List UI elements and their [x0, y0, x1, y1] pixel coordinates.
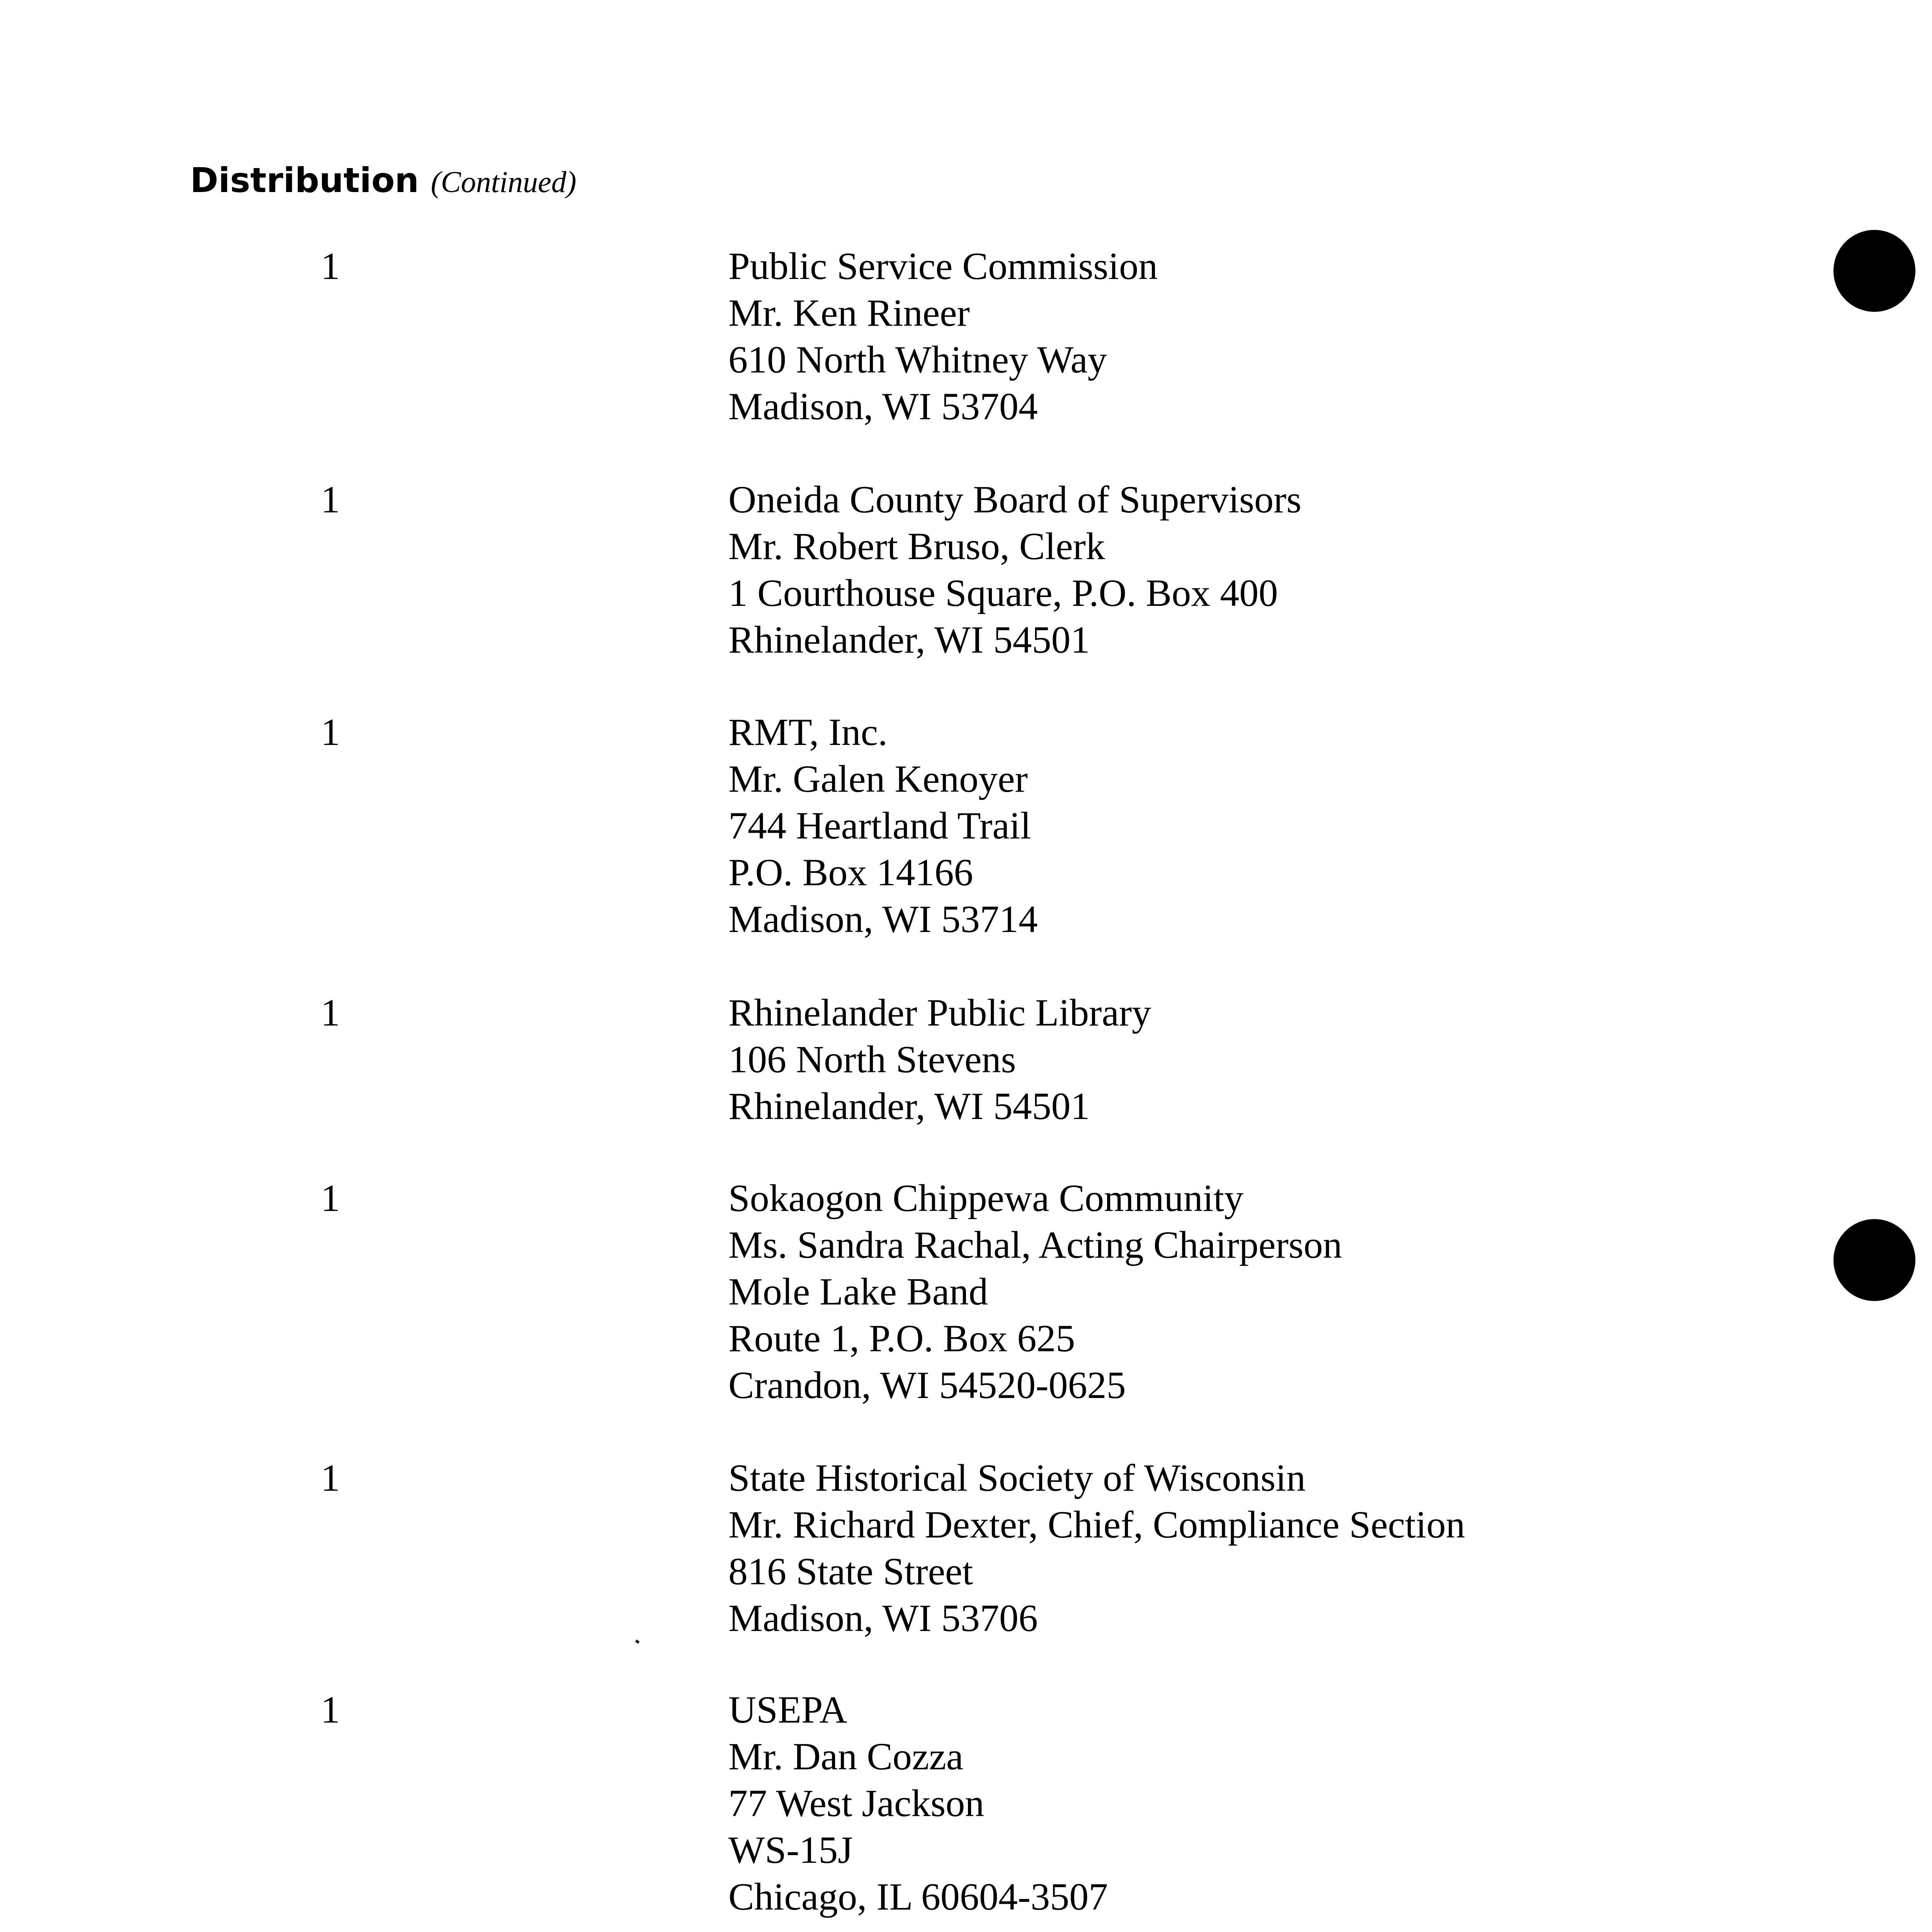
page-subtitle: (Continued) — [430, 165, 577, 199]
address-line: Mr. Dan Cozza — [728, 1735, 964, 1778]
entry-address-block — [728, 1175, 1342, 1408]
address-line: Madison, WI 53714 — [728, 898, 1038, 940]
address-line: 1 Courthouse Square, P.O. Box 400 — [728, 571, 1278, 614]
entry-address-block — [728, 243, 1158, 430]
address-line: Public Service Commission — [728, 245, 1158, 287]
entry-address-block — [728, 1686, 1108, 1920]
entry-quantity: 1 — [321, 991, 340, 1034]
page-title-text: Distribution — [190, 160, 419, 200]
address-line: Sokaogon Chippewa Community — [728, 1177, 1244, 1219]
entry-quantity: 1 — [321, 245, 340, 287]
address-line: USEPA — [728, 1688, 847, 1731]
address-line: Madison, WI 53704 — [728, 385, 1038, 428]
entry-quantity: 1 — [321, 478, 340, 521]
address-line: Mole Lake Band — [728, 1270, 988, 1313]
address-line: RMT, Inc. — [728, 711, 888, 753]
address-line: Madison, WI 53706 — [728, 1597, 1038, 1639]
address-line: Mr. Robert Bruso, Clerk — [728, 525, 1105, 568]
entry-quantity: 1 — [321, 1688, 340, 1731]
address-line: Chicago, IL 60604-3507 — [728, 1875, 1108, 1918]
address-line: Route 1, P.O. Box 625 — [728, 1317, 1075, 1360]
address-line: 77 West Jackson — [728, 1782, 985, 1825]
address-line: Mr. Galen Kenoyer — [728, 757, 1028, 800]
address-line: 816 State Street — [728, 1550, 973, 1593]
address-line: Ms. Sandra Rachal, Acting Chairperson — [728, 1223, 1342, 1266]
binder-hole-top — [1833, 230, 1915, 312]
address-line: 610 North Whitney Way — [728, 338, 1107, 381]
entry-address-block — [728, 1454, 1465, 1641]
address-line: Mr. Richard Dexter, Chief, Compliance Section — [728, 1503, 1465, 1546]
address-line: P.O. Box 14166 — [728, 851, 973, 894]
address-line: 106 North Stevens — [728, 1038, 1016, 1081]
address-line: Oneida County Board of Supervisors — [728, 478, 1302, 521]
entry-address-block — [728, 989, 1151, 1129]
entry-quantity: 1 — [321, 1456, 340, 1499]
address-line: Rhinelander, WI 54501 — [728, 618, 1090, 661]
address-line: Rhinelander Public Library — [728, 991, 1151, 1034]
entry-quantity: 1 — [321, 711, 340, 753]
entry-quantity: 1 — [321, 1177, 340, 1219]
address-line: Crandon, WI 54520-0625 — [728, 1364, 1126, 1406]
address-line: Rhinelander, WI 54501 — [728, 1085, 1090, 1128]
address-line: State Historical Society of Wisconsin — [728, 1456, 1306, 1499]
binder-hole-middle — [1833, 1219, 1915, 1301]
address-line: Mr. Ken Rineer — [728, 291, 970, 334]
entry-address-block — [728, 476, 1301, 663]
address-line: 744 Heartland Trail — [728, 804, 1031, 847]
address-line: WS-15J — [728, 1828, 853, 1871]
entry-address-block — [728, 709, 1038, 942]
